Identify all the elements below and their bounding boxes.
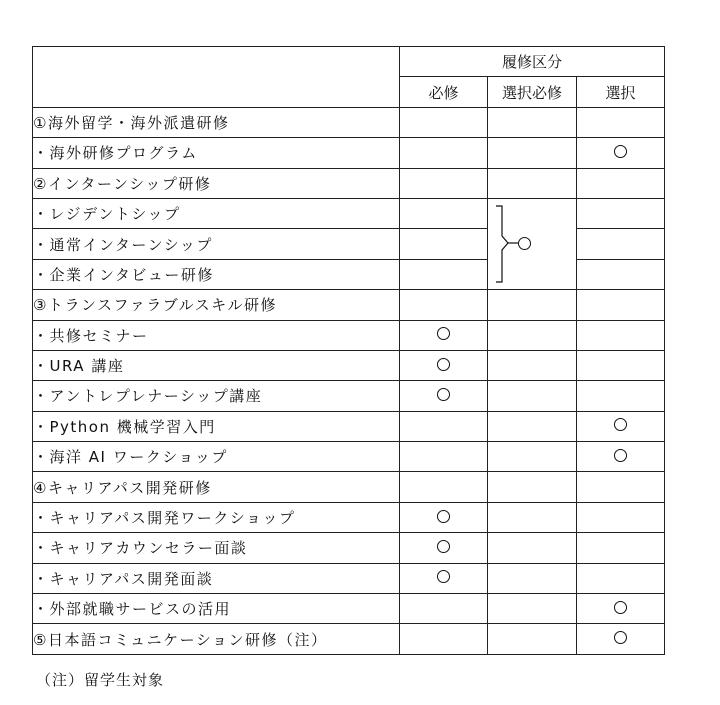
- mark-cell: [577, 229, 665, 259]
- mark-cell: [400, 229, 488, 259]
- column-header-elective: 選択: [577, 77, 665, 107]
- course-label: ・海洋 AI ワークショップ: [33, 442, 400, 472]
- category-row: [33, 624, 665, 654]
- mark-cell: [488, 502, 577, 532]
- header-row-group: [33, 47, 665, 77]
- mark-cell: [488, 563, 577, 593]
- elective-required-group-cell: [488, 198, 577, 289]
- course-row: [33, 502, 665, 532]
- mark-cell: [400, 442, 488, 472]
- mark-cell: [488, 624, 577, 654]
- category-label: ③トランスファラブルスキル研修: [33, 290, 400, 320]
- mark-cell: [488, 168, 577, 198]
- mark-cell: [400, 138, 488, 168]
- course-label: ・Python 機械学習入門: [33, 411, 400, 441]
- mark-cell: [488, 107, 577, 137]
- mark-cell: [488, 138, 577, 168]
- category-label: ②インターンシップ研修: [33, 168, 400, 198]
- mark-cell: [400, 198, 488, 228]
- course-row: [33, 350, 665, 380]
- mark-cell: [488, 381, 577, 411]
- mark-cell: [577, 594, 665, 624]
- mark-cell: [577, 381, 665, 411]
- circle-mark-icon: [437, 388, 450, 401]
- course-label: ・企業インタビュー研修: [33, 259, 400, 289]
- course-row: [33, 320, 665, 350]
- course-label: ・キャリアパス開発ワークショップ: [33, 502, 400, 532]
- mark-cell: [488, 472, 577, 502]
- course-row: [33, 533, 665, 563]
- footnote: （注）留学生対象: [36, 671, 165, 689]
- mark-cell: [400, 533, 488, 563]
- course-label: ・共修セミナー: [33, 320, 400, 350]
- mark-cell: [400, 259, 488, 289]
- mark-cell: [400, 594, 488, 624]
- circle-mark-icon: [437, 570, 450, 583]
- mark-cell: [400, 350, 488, 380]
- course-label: ・外部就職サービスの活用: [33, 594, 400, 624]
- mark-cell: [577, 290, 665, 320]
- course-row: [33, 563, 665, 593]
- circle-mark-icon: [614, 631, 627, 644]
- mark-cell: [577, 533, 665, 563]
- course-row: [33, 198, 665, 228]
- mark-cell: [400, 624, 488, 654]
- course-label: ・レジデントシップ: [33, 198, 400, 228]
- course-label: ・キャリアパス開発面談: [33, 563, 400, 593]
- mark-cell: [577, 472, 665, 502]
- column-header-required: 必修: [400, 77, 488, 107]
- mark-cell: [400, 381, 488, 411]
- mark-cell: [577, 107, 665, 137]
- brace-group: [496, 205, 556, 283]
- circle-mark-icon: [437, 510, 450, 523]
- course-row: [33, 594, 665, 624]
- course-row: [33, 138, 665, 168]
- course-table: [32, 46, 665, 655]
- course-row: [33, 442, 665, 472]
- mark-cell: [577, 442, 665, 472]
- category-row: [33, 107, 665, 137]
- mark-cell: [577, 198, 665, 228]
- mark-cell: [400, 472, 488, 502]
- category-row: [33, 290, 665, 320]
- circle-mark-icon: [614, 449, 627, 462]
- mark-cell: [400, 320, 488, 350]
- mark-cell: [577, 138, 665, 168]
- mark-cell: [577, 259, 665, 289]
- circle-mark-icon: [614, 418, 627, 431]
- category-row: [33, 168, 665, 198]
- course-row: [33, 381, 665, 411]
- mark-cell: [577, 411, 665, 441]
- course-label: ・URA 講座: [33, 350, 400, 380]
- mark-cell: [577, 350, 665, 380]
- mark-cell: [488, 411, 577, 441]
- mark-cell: [488, 594, 577, 624]
- course-label: ・キャリアカウンセラー面談: [33, 533, 400, 563]
- mark-cell: [400, 290, 488, 320]
- circle-mark-icon: [437, 358, 450, 371]
- mark-cell: [488, 533, 577, 563]
- category-label: ①海外留学・海外派遣研修: [33, 107, 400, 137]
- course-row: [33, 411, 665, 441]
- mark-cell: [400, 168, 488, 198]
- mark-cell: [400, 411, 488, 441]
- circle-mark-icon: [614, 601, 627, 614]
- mark-cell: [488, 350, 577, 380]
- mark-cell: [400, 502, 488, 532]
- course-label: ・通常インターンシップ: [33, 229, 400, 259]
- mark-cell: [577, 320, 665, 350]
- category-label: ④キャリアパス開発研修: [33, 472, 400, 502]
- mark-cell: [577, 168, 665, 198]
- mark-cell: [577, 624, 665, 654]
- header-group-cell: 履修区分: [400, 47, 665, 77]
- mark-cell: [577, 563, 665, 593]
- mark-cell: [488, 442, 577, 472]
- mark-cell: [488, 320, 577, 350]
- column-header-elective-required: 選択必修: [488, 77, 577, 107]
- circle-mark-icon: [614, 145, 627, 158]
- course-label: ・海外研修プログラム: [33, 138, 400, 168]
- header-blank-cell: [33, 47, 400, 108]
- circle-mark-icon: [518, 237, 531, 250]
- course-label: ・アントレプレナーシップ講座: [33, 381, 400, 411]
- table-body: [33, 47, 665, 655]
- mark-cell: [488, 290, 577, 320]
- circle-mark-icon: [437, 540, 450, 553]
- mark-cell: [400, 107, 488, 137]
- mark-cell: [577, 502, 665, 532]
- circle-mark-icon: [437, 327, 450, 340]
- category-label: ⑤日本語コミュニケーション研修（注）: [33, 624, 400, 654]
- category-row: [33, 472, 665, 502]
- mark-cell: [400, 563, 488, 593]
